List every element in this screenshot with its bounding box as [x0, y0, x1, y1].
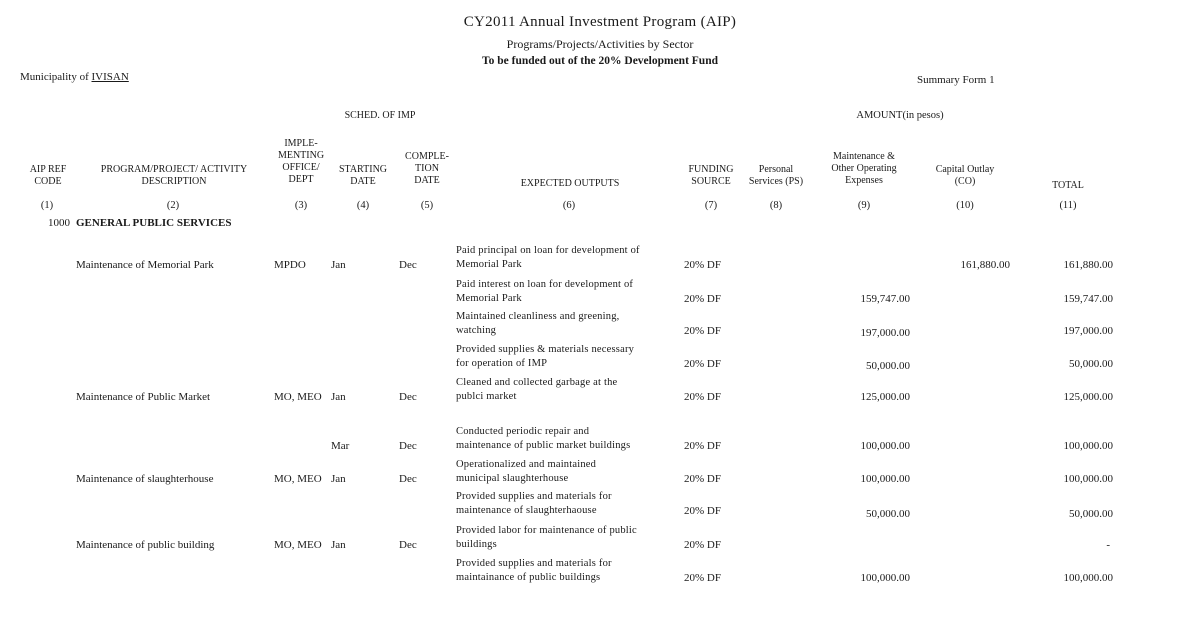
output-line: Cleaned and collected garbage at the	[456, 377, 618, 388]
output-line: maintenance of slaughterhaouse	[456, 505, 597, 516]
header-line: TION	[415, 163, 439, 174]
header-line: DEPT	[288, 174, 314, 185]
row-funding: 20% DF	[684, 572, 721, 584]
col-office	[270, 138, 332, 186]
row-funding: 20% DF	[684, 440, 721, 452]
row-total: 161,880.00	[1063, 259, 1113, 271]
output-line: publci market	[456, 391, 517, 402]
row-start: Jan	[331, 391, 346, 403]
row-end: Dec	[399, 391, 417, 403]
row-office: MO, MEO	[274, 391, 322, 403]
row-output	[456, 244, 686, 272]
header-line: OFFICE/	[282, 162, 320, 173]
row-funding: 20% DF	[684, 358, 721, 370]
row-start: Jan	[331, 259, 346, 271]
col-program	[74, 164, 274, 188]
row-output	[456, 425, 686, 453]
row-output	[456, 376, 686, 404]
row-output	[456, 524, 686, 552]
header-line: SOURCE	[691, 176, 731, 187]
amount-header: AMOUNT(in pesos)	[856, 110, 944, 121]
output-line: Paid interest on loan for development of	[456, 279, 634, 290]
row-end: Dec	[399, 539, 417, 551]
section-code: 1000	[48, 217, 70, 229]
header-line: IMPLE-	[284, 138, 318, 149]
col-number: (9)	[857, 200, 871, 211]
output-line: buildings	[456, 539, 497, 550]
municipality-name: IVISAN	[91, 71, 129, 83]
col-aip-ref-code	[14, 164, 82, 188]
row-office: MPDO	[274, 259, 306, 271]
row-mooe: 125,000.00	[860, 391, 910, 403]
row-mooe: 50,000.00	[866, 508, 910, 520]
header-line: AIP REF	[29, 164, 67, 175]
row-office: MO, MEO	[274, 539, 322, 551]
header-line: (CO)	[954, 176, 976, 187]
header-line: Other Operating	[831, 163, 897, 174]
row-output	[456, 343, 686, 371]
row-funding: 20% DF	[684, 325, 721, 337]
col-total	[1038, 180, 1098, 192]
col-funding-source	[680, 164, 742, 188]
row-start: Jan	[331, 539, 346, 551]
page-subtitle: Programs/Projects/Activities by Sector	[506, 37, 694, 51]
row-program: Maintenance of public building	[76, 539, 215, 551]
row-end: Dec	[399, 440, 417, 452]
row-total: -	[1106, 539, 1110, 551]
municipality	[20, 70, 129, 84]
row-funding: 20% DF	[684, 505, 721, 517]
row-end: Dec	[399, 473, 417, 485]
header-line: DESCRIPTION	[141, 176, 207, 187]
col-number: (11)	[1059, 200, 1077, 211]
header-line: DATE	[350, 176, 376, 187]
form-label: Summary Form 1	[917, 74, 995, 86]
col-number: (3)	[294, 200, 308, 211]
output-line: Memorial Park	[456, 259, 522, 270]
col-number: (6)	[562, 200, 576, 211]
col-personal-services	[738, 164, 814, 188]
page-title: CY2011 Annual Investment Program (AIP)	[463, 14, 737, 30]
row-output	[456, 490, 686, 518]
col-number: (2)	[166, 200, 180, 211]
output-line: Operationalized and maintained	[456, 459, 597, 470]
output-line: Provided supplies & materials necessary	[456, 344, 635, 355]
row-program: Maintenance of Memorial Park	[76, 259, 214, 271]
row-funding: 20% DF	[684, 473, 721, 485]
col-number: (7)	[704, 200, 718, 211]
row-mooe: 197,000.00	[860, 327, 910, 339]
header-line: FUNDING	[688, 164, 734, 175]
row-mooe: 159,747.00	[860, 293, 910, 305]
output-line: for operation of IMP	[456, 358, 548, 369]
row-funding: 20% DF	[684, 391, 721, 403]
row-start: Jan	[331, 473, 346, 485]
col-number: (8)	[769, 200, 783, 211]
section-name: GENERAL PUBLIC SERVICES	[76, 217, 232, 229]
output-line: Provided labor for maintenance of public	[456, 525, 637, 536]
row-total: 197,000.00	[1063, 325, 1113, 337]
row-output	[456, 278, 686, 306]
header-line: Capital Outlay	[935, 164, 995, 175]
header-line: EXPECTED OUTPUTS	[520, 178, 620, 189]
output-line: Paid principal on loan for development of	[456, 245, 640, 256]
col-number: (10)	[956, 200, 974, 211]
row-total: 50,000.00	[1069, 508, 1113, 520]
output-line: municipal slaughterhouse	[456, 473, 569, 484]
output-line: Memorial Park	[456, 293, 522, 304]
output-line: Conducted periodic repair and	[456, 426, 590, 437]
col-number: (5)	[420, 200, 434, 211]
col-mooe	[806, 151, 922, 187]
row-end: Dec	[399, 259, 417, 271]
row-co: 161,880.00	[960, 259, 1010, 271]
municipality-label: Municipality of	[20, 71, 92, 83]
header-line: CODE	[34, 176, 62, 187]
row-program: Maintenance of Public Market	[76, 391, 211, 403]
header-line: COMPLE-	[405, 151, 449, 162]
header-line: Expenses	[845, 175, 883, 186]
col-starting-date	[333, 164, 393, 188]
row-funding: 20% DF	[684, 259, 721, 271]
row-mooe: 100,000.00	[860, 572, 910, 584]
header-line: STARTING	[338, 164, 388, 175]
header-line: PROGRAM/PROJECT/ ACTIVITY	[100, 164, 248, 175]
row-total: 100,000.00	[1063, 440, 1113, 452]
row-program: Maintenance of slaughterhouse	[76, 473, 214, 485]
row-funding: 20% DF	[684, 293, 721, 305]
output-line: maintainance of public buildings	[456, 572, 601, 583]
row-funding: 20% DF	[684, 539, 721, 551]
sched-imp-header: SCHED. OF IMP	[344, 110, 416, 121]
header-line: Personal	[758, 164, 794, 175]
row-mooe: 50,000.00	[866, 360, 910, 372]
col-capital-outlay	[915, 164, 1015, 188]
header-line: Maintenance &	[833, 151, 895, 162]
col-number: (1)	[40, 200, 54, 211]
row-output	[456, 557, 686, 585]
row-mooe: 100,000.00	[860, 440, 910, 452]
row-total: 125,000.00	[1063, 391, 1113, 403]
col-expected-outputs	[500, 178, 640, 190]
output-line: watching	[456, 325, 497, 336]
output-line: Provided supplies and materials for	[456, 558, 612, 569]
funding-line: To be funded out of the 20% Development Fund	[482, 55, 718, 67]
header-line: DATE	[414, 175, 440, 186]
row-office: MO, MEO	[274, 473, 322, 485]
row-output	[456, 310, 686, 338]
output-line: Maintained cleanliness and greening,	[456, 311, 620, 322]
row-output	[456, 458, 686, 486]
row-total: 100,000.00	[1063, 473, 1113, 485]
header-line: Services (PS)	[748, 176, 804, 187]
row-total: 50,000.00	[1069, 358, 1113, 370]
row-total: 100,000.00	[1063, 572, 1113, 584]
output-line: Provided supplies and materials for	[456, 491, 612, 502]
row-start: Mar	[331, 440, 350, 452]
row-mooe: 100,000.00	[860, 473, 910, 485]
col-number: (4)	[356, 200, 370, 211]
header-line: MENTING	[277, 150, 325, 161]
output-line: maintenance of public market buildings	[456, 440, 631, 451]
header-line: TOTAL	[1052, 180, 1084, 191]
col-completion-date	[396, 151, 458, 187]
row-total: 159,747.00	[1063, 293, 1113, 305]
